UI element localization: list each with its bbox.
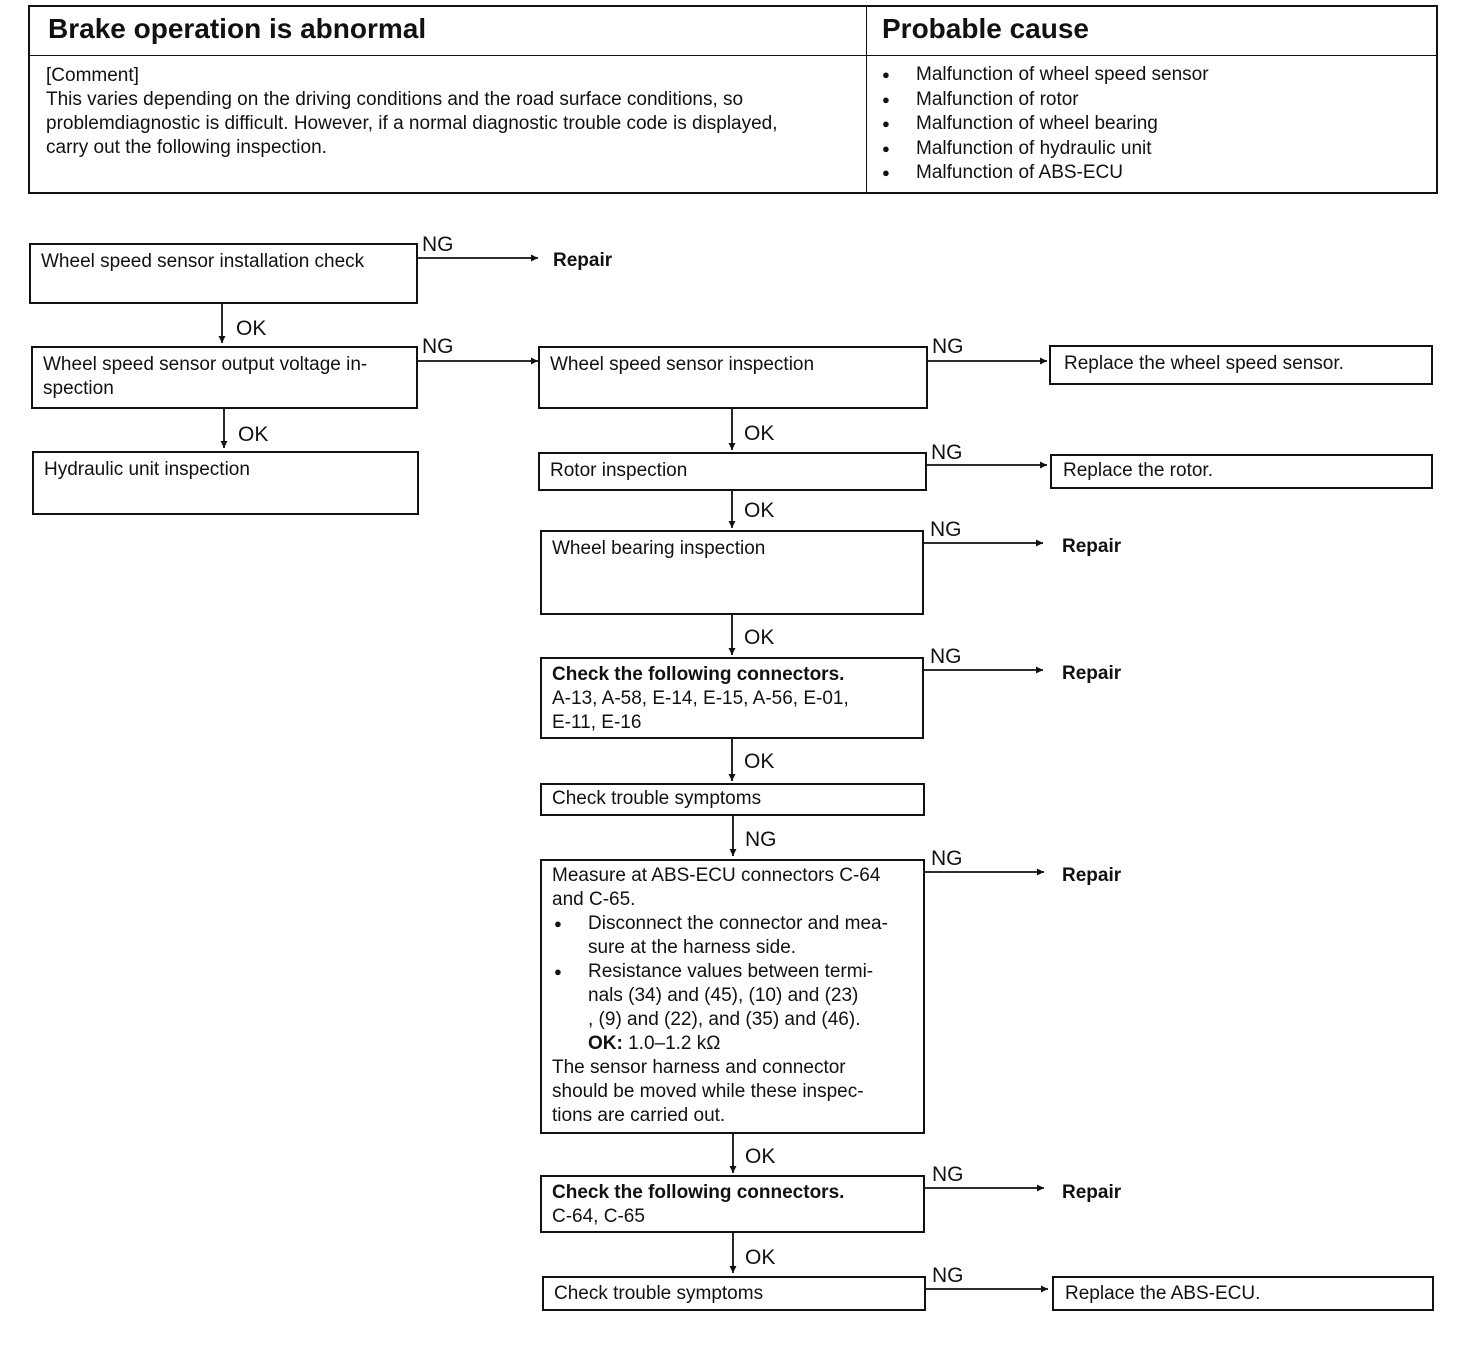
comment-line: problemdiagnostic is difficult. However, if a normal diagnostic trouble code is displayed, [46, 113, 778, 134]
ng-label: NG [932, 1264, 964, 1287]
rotor-inspection-box [538, 452, 927, 491]
ng-label: NG [931, 441, 963, 464]
replace-sensor-box [1049, 345, 1433, 385]
cause-item: ● Malfunction of hydraulic unit [868, 137, 1428, 162]
measure-ecu-box [540, 859, 925, 1134]
measure-bullet-disconnect [552, 912, 913, 960]
measure-bullet-text: , (9) and (22), and (35) and (46). [588, 1009, 861, 1030]
connector-check-title: Check the following connectors. [552, 664, 845, 685]
cause-item: ● Malfunction of wheel bearing [868, 112, 1428, 137]
measure-bullet-text: ● Resistance values between termi- [588, 961, 874, 982]
output-voltage-text: spection [43, 378, 114, 399]
ng-label: NG [422, 233, 454, 256]
installation-check-box [29, 243, 418, 304]
cause-item: ● Malfunction of ABS-ECU [868, 161, 1428, 186]
ok-label: OK: [588, 1033, 623, 1054]
ok-label: OK [744, 750, 775, 773]
measure-note: The sensor harness and connector [552, 1057, 846, 1078]
connector-list-line: C-64, C-65 [552, 1206, 645, 1227]
probable-cause-title: Probable cause [882, 13, 1089, 44]
ng-label: NG [932, 335, 964, 358]
hydraulic-unit-text: Hydraulic unit inspection [44, 459, 250, 480]
ok-value: 1.0–1.2 kΩ [628, 1033, 721, 1054]
replace-ecu-box [1052, 1276, 1434, 1311]
cause-item: ● Malfunction of rotor [868, 88, 1428, 113]
measure-bullet-text: sure at the harness side. [588, 937, 797, 958]
symptom-title: Brake operation is abnormal [48, 13, 427, 44]
ok-label: OK [744, 422, 775, 445]
measure-note: should be moved while these inspec- [552, 1081, 864, 1102]
replace-sensor-text: Replace the wheel speed sensor. [1064, 353, 1344, 374]
repair-result: Repair [1062, 536, 1122, 557]
output-voltage-box [31, 346, 418, 409]
connector-check-box-1 [540, 657, 924, 739]
ok-label: OK [744, 626, 775, 649]
connector-list-line: A-13, A-58, E-14, E-15, A-56, E-01, [552, 688, 849, 709]
measure-note: tions are carried out. [552, 1105, 726, 1126]
measure-bullet-resistance [552, 960, 913, 1032]
ng-label: NG [930, 645, 962, 668]
ng-label: NG [931, 847, 963, 870]
installation-check-text: Wheel speed sensor installation check [41, 251, 365, 272]
measure-bullet-text: ● Disconnect the connector and mea- [588, 913, 888, 934]
measure-ok-spec [552, 1032, 913, 1056]
ok-label: OK [745, 1246, 776, 1269]
ng-label: NG [930, 518, 962, 541]
ok-label: OK [745, 1145, 776, 1168]
sensor-inspection-box [538, 346, 928, 409]
ok-label: OK [744, 499, 775, 522]
connector-list-line: E-11, E-16 [552, 712, 642, 733]
comment-line: This varies depending on the driving conditions and the road surface conditions, so [46, 89, 744, 110]
trouble-symptoms-box-2 [542, 1276, 926, 1311]
ng-label: NG [422, 335, 454, 358]
bearing-inspection-text: Wheel bearing inspection [552, 538, 766, 559]
ok-label: OK [236, 317, 267, 340]
comment-label: [Comment] [46, 65, 139, 86]
trouble-symptoms-text: Check trouble symptoms [554, 1283, 764, 1304]
ng-label: NG [745, 828, 777, 851]
repair-result: Repair [1062, 663, 1122, 684]
replace-ecu-text: Replace the ABS-ECU. [1065, 1283, 1261, 1304]
output-voltage-text: Wheel speed sensor output voltage in- [43, 354, 368, 375]
bearing-inspection-box [540, 530, 924, 615]
sensor-inspection-text: Wheel speed sensor inspection [550, 354, 815, 375]
measure-bullet-text: nals (34) and (45), (10) and (23) [588, 985, 859, 1006]
comment-line: carry out the following inspection. [46, 137, 327, 158]
repair-result: Repair [1062, 1182, 1122, 1203]
ok-label: OK [238, 423, 269, 446]
ng-label: NG [932, 1163, 964, 1186]
rotor-inspection-text: Rotor inspection [550, 460, 688, 481]
trouble-symptoms-box-1 [540, 783, 925, 816]
measure-text: and C-65. [552, 889, 636, 910]
cause-item: ● Malfunction of wheel speed sensor [868, 63, 1428, 88]
hydraulic-unit-box [32, 451, 419, 515]
repair-result: Repair [1062, 865, 1122, 886]
replace-rotor-text: Replace the rotor. [1063, 460, 1213, 481]
trouble-symptoms-text: Check trouble symptoms [552, 788, 762, 809]
repair-result: Repair [553, 250, 613, 271]
connector-check-box-2 [540, 1175, 925, 1233]
connector-check-title: Check the following connectors. [552, 1182, 845, 1203]
replace-rotor-box [1050, 454, 1433, 489]
measure-text: Measure at ABS-ECU connectors C-64 [552, 865, 881, 886]
